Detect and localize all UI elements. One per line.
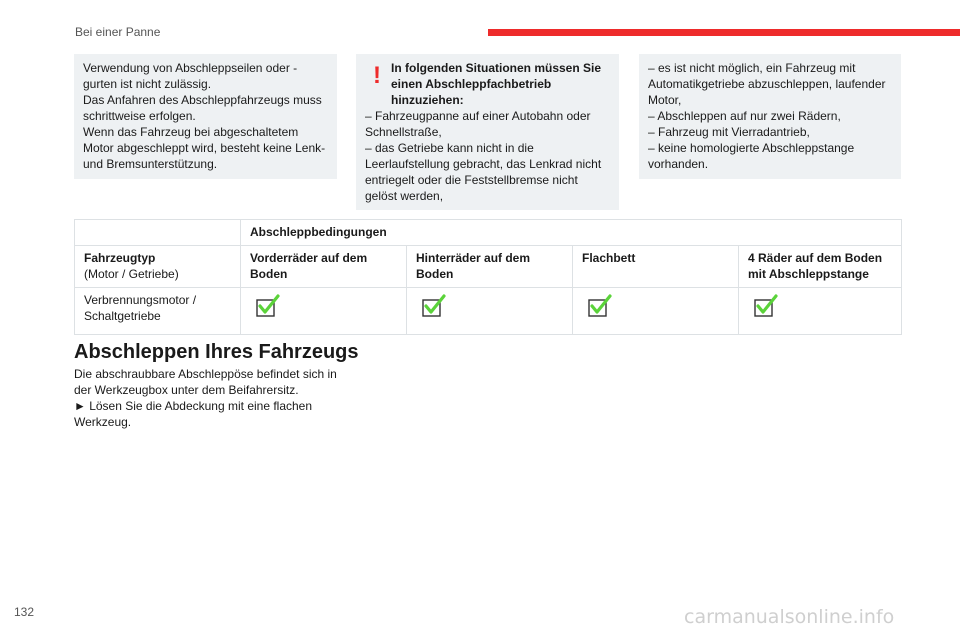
vehicle-type-label: Fahrzeugtyp	[84, 251, 156, 265]
info-item: – es ist nicht möglich, ein Fahrzeug mit Automatikgetriebe abzuschleppen, laufender Motor,	[648, 61, 886, 107]
exclamation-warning-icon: !	[373, 62, 381, 89]
check-cell	[407, 288, 573, 335]
vehicle-type-sub: (Motor / Getriebe)	[84, 267, 179, 281]
info-item: – keine homologierte Abschleppstange vorhanden.	[648, 141, 855, 171]
checkmark-icon	[754, 294, 780, 318]
check-cell	[573, 288, 739, 335]
checkmark-icon	[422, 294, 448, 318]
header-title: Bei einer Panne	[75, 25, 161, 39]
row-label: Verbrennungsmotor / Schaltgetriebe	[75, 288, 241, 335]
warning-item: – das Getriebe kann nicht in die Leerlaufstellung gebracht, das Lenkrad nicht entriegelt oder die Feststellbremse nicht gelöst werden,	[365, 141, 602, 203]
checkmark-icon	[256, 294, 282, 318]
column-header: Vorderräder auf dem Boden	[241, 246, 407, 288]
column-header: Hinterräder auf dem Boden	[407, 246, 573, 288]
warning-heading: In folgenden Situationen müssen Sie einen Abschleppfachbetrieb hinzuziehen:	[391, 61, 602, 107]
info-box-continued	[639, 54, 901, 179]
warning-item: – Fahrzeugpanne auf einer Autobahn oder Schnellstraße,	[365, 109, 591, 139]
section-title: Abschleppen Ihres Fahrzeugs	[74, 341, 359, 363]
warning-box-professional-towing	[356, 54, 619, 210]
column-header: Flachbett	[573, 246, 739, 288]
header-accent-bar	[488, 29, 960, 36]
vehicle-type-header	[75, 246, 241, 288]
warning-heading-wrap	[365, 60, 610, 108]
body-paragraph: ► Lösen Sie die Abdeckung mit eine flachen Werkzeug.	[74, 399, 313, 429]
info-item: – Abschleppen auf nur zwei Rädern,	[648, 109, 841, 123]
info-line: Das Anfahren des Abschleppfahrzeugs muss schrittweise erfolgen.	[83, 93, 322, 123]
info-item: – Fahrzeug mit Vierradantrieb,	[648, 125, 810, 139]
checkmark-icon	[588, 294, 614, 318]
table-group-header: Abschleppbedingungen	[241, 220, 902, 246]
watermark: carmanualsonline.info	[684, 606, 895, 628]
body-paragraph: Die abschraubbare Abschleppöse befindet sich in der Werkzeugbox unter dem Beifahrersitz.	[74, 367, 337, 397]
table-row	[75, 288, 902, 335]
page-number: 132	[14, 605, 35, 619]
check-cell	[739, 288, 902, 335]
info-line: Wenn das Fahrzeug bei abgeschaltetem Motor abgeschleppt wird, besteht keine Lenk- und Bremsunterstützung.	[83, 125, 326, 171]
towing-conditions-table	[74, 219, 902, 335]
table-corner-cell	[75, 220, 241, 246]
section-body	[74, 366, 344, 430]
column-header: 4 Räder auf dem Boden mit Abschleppstange	[739, 246, 902, 288]
info-line: Verwendung von Abschleppseilen oder -gurten ist nicht zulässig.	[83, 61, 298, 91]
info-box-tow-rope	[74, 54, 337, 179]
check-cell	[241, 288, 407, 335]
